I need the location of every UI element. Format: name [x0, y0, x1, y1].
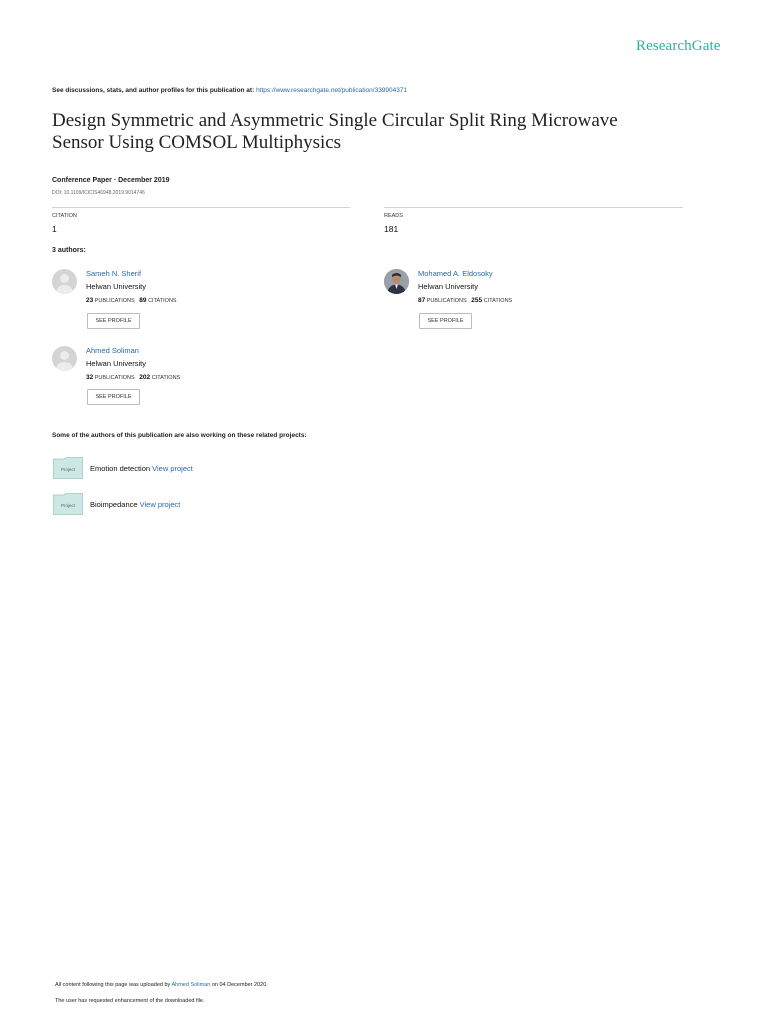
author-affiliation-1: Helwan University — [86, 282, 147, 291]
project-icon-label-2: Project — [60, 503, 76, 508]
discussion-line — [52, 87, 407, 94]
project-row-1 — [90, 464, 193, 473]
project-name-2: Bioimpedance — [90, 500, 138, 509]
author-publications-3: 32 — [86, 374, 94, 381]
author-citations-1: 89 — [139, 297, 147, 304]
author-affiliation-2: Helwan University — [418, 282, 479, 291]
avatar-default-icon[interactable] — [52, 269, 77, 294]
project-name-1: Emotion detection — [90, 464, 151, 473]
paper-doi: DOI: 10.1109/ICICIS46948.2019.9014746 — [52, 190, 145, 196]
avatar-default-icon[interactable] — [52, 346, 77, 371]
author-stats-1 — [86, 297, 177, 304]
discussion-prefix: See discussions, stats, and author profiles for this publication at: — [52, 87, 257, 94]
project-folder-icon[interactable] — [53, 493, 83, 515]
author-citations-label-1: CITATIONS — [148, 298, 177, 304]
paper-type: Conference Paper · December 2019 — [52, 177, 170, 184]
author-publications-label-2: PUBLICATIONS — [426, 298, 467, 304]
authors-count: 3 authors: — [52, 247, 86, 254]
citation-divider — [52, 207, 350, 208]
paper-title-line-1: Design Symmetric and Asymmetric Single Circular Split Ring Microwave — [52, 110, 618, 131]
reads-divider — [384, 207, 683, 208]
author-citations-2: 255 — [471, 297, 483, 304]
author-citations-3: 202 — [139, 374, 151, 381]
author-publications-label-3: PUBLICATIONS — [94, 375, 135, 381]
author-name-1[interactable]: Sameh N. Sherif — [86, 269, 142, 278]
upload-suffix: on 04 December 2020. — [210, 982, 268, 988]
related-projects-heading: Some of the authors of this publication are also working on these related projects: — [52, 432, 307, 439]
author-citations-label-2: CITATIONS — [483, 298, 513, 304]
author-publications-label-1: PUBLICATIONS — [94, 298, 135, 304]
project-row-2 — [90, 500, 180, 509]
uploader-link[interactable]: Ahmed Soliman — [171, 982, 211, 988]
upload-prefix: All content following this page was uploaded by — [55, 982, 172, 988]
paper-title-line-2: Sensor Using COMSOL Multiphysics — [52, 132, 342, 153]
author-publications-1: 23 — [86, 297, 94, 304]
author-citations-label-3: CITATIONS — [151, 375, 181, 381]
see-profile-button-1[interactable]: SEE PROFILE — [87, 313, 140, 329]
project-folder-icon[interactable] — [53, 457, 83, 479]
see-profile-button-3[interactable]: SEE PROFILE — [87, 389, 140, 405]
view-project-link-2[interactable]: View project — [139, 500, 181, 509]
reads-label: READS — [384, 213, 403, 219]
citation-label: CITATION — [52, 213, 77, 219]
paper-title — [52, 110, 692, 154]
avatar-photo-icon[interactable] — [384, 269, 409, 294]
author-name-2[interactable]: Mohamed A. Eldosoky — [418, 269, 493, 278]
citation-value: 1 — [52, 224, 57, 234]
view-project-link-1[interactable]: View project — [152, 464, 193, 473]
author-affiliation-3: Helwan University — [86, 359, 147, 368]
author-stats-3 — [86, 374, 180, 381]
project-icon-label-1: Project — [60, 467, 76, 472]
researchgate-logo[interactable]: ResearchGate — [636, 38, 721, 54]
author-name-3[interactable]: Ahmed Soliman — [86, 346, 139, 355]
see-profile-button-2[interactable]: SEE PROFILE — [419, 313, 472, 329]
upload-note — [55, 982, 268, 988]
enhancement-note: The user has requested enhancement of the downloaded file. — [55, 998, 205, 1004]
author-stats-2 — [418, 297, 512, 304]
reads-value: 181 — [384, 224, 399, 234]
author-publications-2: 87 — [418, 297, 426, 304]
publication-url-link[interactable]: https://www.researchgate.net/publication/339904371 — [256, 87, 408, 94]
